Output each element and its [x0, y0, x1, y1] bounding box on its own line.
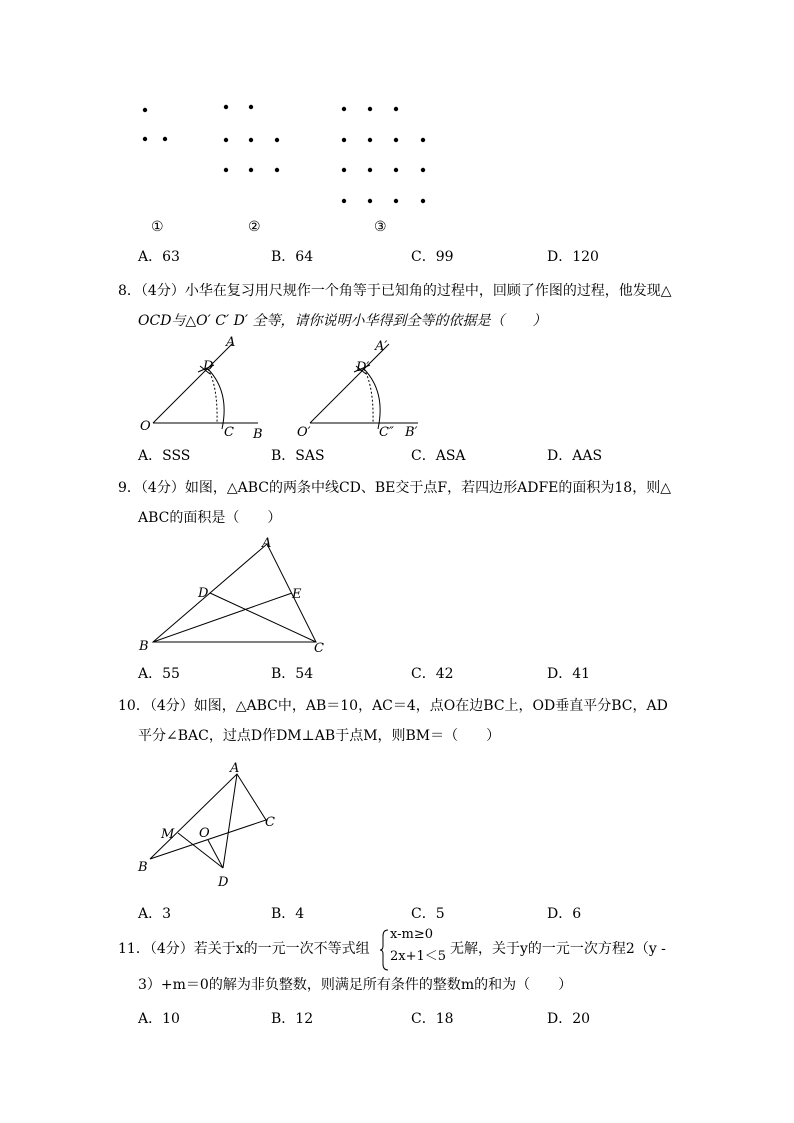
- q10-stem-line1: 10．（4分）如图，△ABC中，AB＝10，AC＝4，点O在边BC上，OD垂直平分BC，AD: [118, 698, 668, 714]
- q7-option-d: D．120: [547, 249, 599, 265]
- q8-option-b: B．SAS: [271, 448, 325, 464]
- dot: [394, 138, 398, 142]
- dot: [421, 138, 425, 142]
- dot: [368, 199, 372, 203]
- q10-label-o: O: [199, 826, 210, 841]
- q10-label-a: A: [230, 761, 240, 776]
- q8-option-c: C．ASA: [411, 448, 466, 464]
- dot: [143, 108, 147, 112]
- q8-option-a: A．SSS: [138, 448, 191, 464]
- q9-label-c: C: [314, 641, 324, 656]
- dot: [342, 138, 346, 142]
- q10-triangle-figure: [130, 755, 290, 890]
- q10-label-m: M: [161, 827, 175, 842]
- q9-label-a: A: [262, 536, 272, 551]
- q11-option-a: A．10: [138, 1011, 180, 1027]
- dot: [249, 168, 253, 172]
- dot: [224, 105, 228, 109]
- q8-f2-label-c: C″: [379, 425, 394, 440]
- dot: [368, 168, 372, 172]
- q9-option-d: D．41: [547, 666, 591, 682]
- dot: [342, 168, 346, 172]
- q10-label-c: C: [265, 815, 275, 830]
- q8-f2-label-a: A′: [375, 339, 388, 354]
- q11-system-bottom: 2x+1＜5: [390, 949, 447, 964]
- q8-f1-label-a: A: [226, 335, 236, 350]
- q9-label-d: D: [198, 586, 209, 601]
- dot: [224, 138, 228, 142]
- q10-option-b: B．4: [271, 906, 305, 922]
- q10-label-d: D: [218, 875, 229, 890]
- q8-f1-label-b: B: [253, 427, 263, 442]
- dot: [275, 168, 279, 172]
- dot: [394, 168, 398, 172]
- dot: [342, 107, 346, 111]
- q7-option-a: A．63: [138, 249, 180, 265]
- dot: [394, 199, 398, 203]
- q10-option-c: C．5: [411, 906, 445, 922]
- q11-option-d: D．20: [547, 1011, 591, 1027]
- q8-option-d: D．AAS: [547, 448, 603, 464]
- q9-stem-line2: ABC的面积是（ ）: [138, 510, 282, 526]
- q10-option-d: D．6: [547, 906, 582, 922]
- q10-label-b: B: [138, 860, 148, 875]
- q11-stem-line2: 3）+m＝0的解为非负整数，则满足所有条件的整数m的和为（ ）: [138, 977, 573, 993]
- q7-fig-label-2: ②: [248, 219, 261, 235]
- q7-fig-label-1: ①: [151, 219, 164, 235]
- q8-f1-label-o: O: [140, 419, 151, 434]
- q8-f2-label-d: D′: [356, 360, 370, 375]
- q8-f2-label-b: B′: [405, 425, 418, 440]
- q7-dot-figures: [120, 95, 460, 235]
- q9-option-c: C．42: [411, 666, 454, 682]
- dot: [342, 199, 346, 203]
- q8-stem-line2: OCD与△O′ C′ D′ 全等，请你说明小华得到全等的依据是（ ）: [138, 313, 547, 329]
- q9-triangle-figure: [130, 530, 340, 660]
- dot: [163, 137, 167, 141]
- q8-f2-label-o: O′: [297, 425, 311, 440]
- q10-option-a: A．3: [138, 906, 172, 922]
- q9-stem-line1: 9．（4分）如图，△ABC的两条中线CD、BE交于点F，若四边形ADFE的面积为18，则△: [118, 480, 671, 496]
- q9-label-b: B: [139, 639, 149, 654]
- dot: [275, 138, 279, 142]
- dot: [421, 199, 425, 203]
- q9-option-a: A．55: [138, 666, 180, 682]
- q11-stem-line1-b: 无解，关于y的一元一次方程2（y -: [450, 941, 666, 957]
- dot: [249, 138, 253, 142]
- q9-option-b: B．54: [271, 666, 314, 682]
- q9-label-e: E: [292, 587, 302, 602]
- q11-stem-line1-a: 11．（4分）若关于x的一元一次不等式组: [118, 941, 370, 957]
- q11-system-top: x-m≥0: [390, 927, 433, 942]
- q11-option-b: B．12: [271, 1011, 314, 1027]
- q7-option-b: B．64: [271, 249, 314, 265]
- q11-brace: [380, 928, 390, 972]
- dot: [394, 107, 398, 111]
- dot: [143, 137, 147, 141]
- dot: [368, 107, 372, 111]
- q8-f1-label-d: D: [203, 359, 214, 374]
- dot: [249, 105, 253, 109]
- q10-stem-line2: 平分∠BAC，过点D作DM⊥AB于点M，则BM＝（ ）: [138, 728, 501, 744]
- q7-fig-label-3: ③: [374, 219, 387, 235]
- q8-stem-line1: 8．（4分）小华在复习用尺规作一个角等于已知角的过程中，回顾了作图的过程，他发现△: [118, 283, 672, 299]
- q7-option-c: C．99: [411, 249, 454, 265]
- dot: [224, 168, 228, 172]
- q8-f1-label-c: C: [224, 425, 234, 440]
- dot: [368, 138, 372, 142]
- q11-option-c: C．18: [411, 1011, 454, 1027]
- q8-figures: [130, 332, 450, 444]
- dot: [421, 168, 425, 172]
